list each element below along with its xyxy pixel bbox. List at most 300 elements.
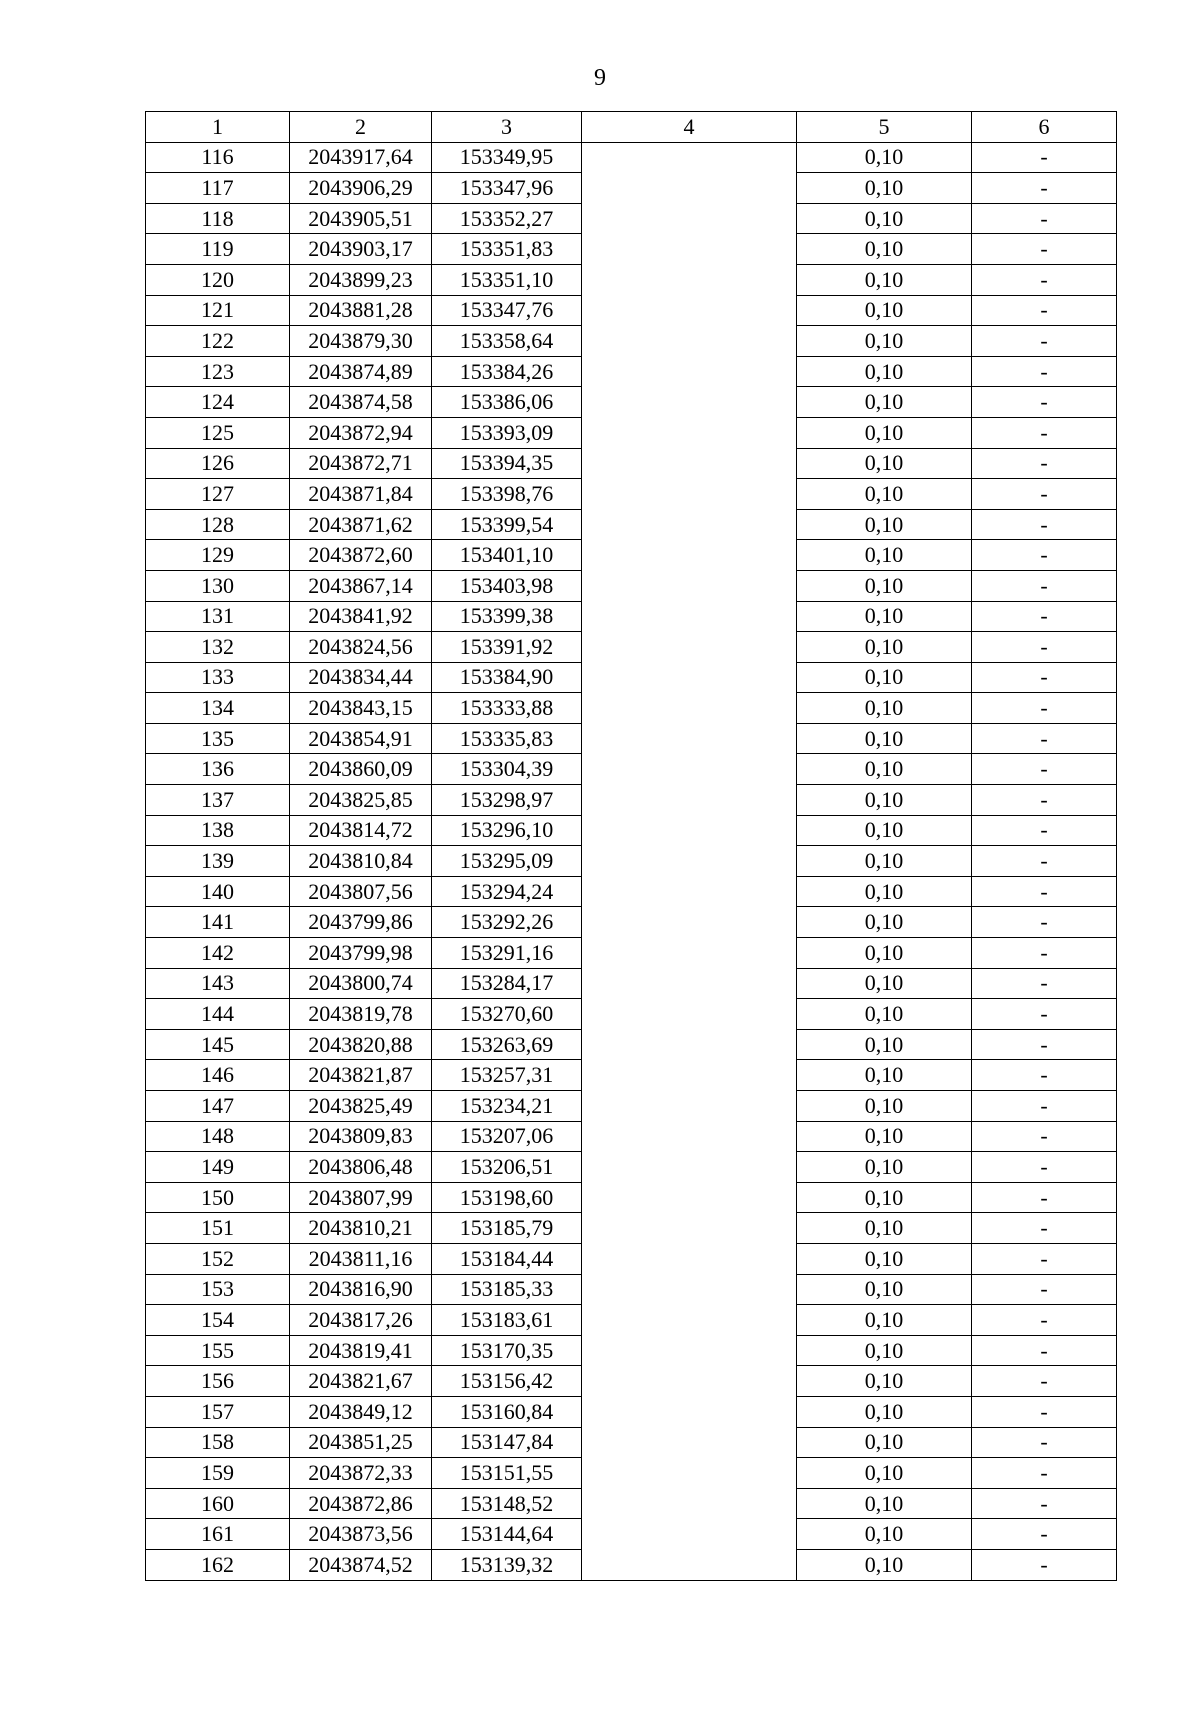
table-cell: 2043807,56 xyxy=(290,876,432,907)
table-cell: 153198,60 xyxy=(432,1182,582,1213)
table-cell: - xyxy=(972,1029,1117,1060)
table-cell: 0,10 xyxy=(797,1274,972,1305)
table-cell: - xyxy=(972,907,1117,938)
table-cell xyxy=(582,570,797,601)
table-cell: 153147,84 xyxy=(432,1427,582,1458)
table-body xyxy=(146,142,1117,1580)
table-cell: 0,10 xyxy=(797,1305,972,1336)
table-cell: 2043899,23 xyxy=(290,264,432,295)
table-row xyxy=(146,693,1117,724)
table-cell xyxy=(582,1213,797,1244)
table-cell: 2043817,26 xyxy=(290,1305,432,1336)
table-cell xyxy=(582,999,797,1030)
table-row xyxy=(146,1029,1117,1060)
table-cell: 0,10 xyxy=(797,234,972,265)
table-cell: - xyxy=(972,1427,1117,1458)
table-cell: 0,10 xyxy=(797,815,972,846)
table-cell: 146 xyxy=(146,1060,290,1091)
table-cell: - xyxy=(972,1396,1117,1427)
table-row xyxy=(146,1182,1117,1213)
table-cell: 143 xyxy=(146,968,290,999)
table-cell: 0,10 xyxy=(797,387,972,418)
table-cell: 2043821,87 xyxy=(290,1060,432,1091)
table-cell: 0,10 xyxy=(797,203,972,234)
table-cell: 2043819,41 xyxy=(290,1335,432,1366)
table-cell: 2043810,21 xyxy=(290,1213,432,1244)
table-row xyxy=(146,1091,1117,1122)
table-cell: 147 xyxy=(146,1091,290,1122)
table-cell: - xyxy=(972,540,1117,571)
table-cell: 126 xyxy=(146,448,290,479)
table-cell: - xyxy=(972,203,1117,234)
table-cell: 2043816,90 xyxy=(290,1274,432,1305)
table-cell xyxy=(582,356,797,387)
table-row xyxy=(146,999,1117,1030)
table-cell: 2043819,78 xyxy=(290,999,432,1030)
table-cell: 0,10 xyxy=(797,723,972,754)
table-cell: 0,10 xyxy=(797,1091,972,1122)
table-row xyxy=(146,1458,1117,1489)
table-cell: 153403,98 xyxy=(432,570,582,601)
table-cell: - xyxy=(972,876,1117,907)
table-cell: 153294,24 xyxy=(432,876,582,907)
table-cell: - xyxy=(972,387,1117,418)
table-row xyxy=(146,1213,1117,1244)
table-cell: 0,10 xyxy=(797,142,972,173)
table-cell: 153295,09 xyxy=(432,846,582,877)
table-cell xyxy=(582,1396,797,1427)
table-cell: - xyxy=(972,1549,1117,1580)
table-cell xyxy=(582,1274,797,1305)
table-cell xyxy=(582,723,797,754)
table-cell xyxy=(582,1152,797,1183)
table-cell: - xyxy=(972,570,1117,601)
table-cell: - xyxy=(972,1060,1117,1091)
table-cell: 0,10 xyxy=(797,662,972,693)
table-cell: 153292,26 xyxy=(432,907,582,938)
table-cell: - xyxy=(972,295,1117,326)
table-cell: 2043825,49 xyxy=(290,1091,432,1122)
table-cell: 145 xyxy=(146,1029,290,1060)
table-cell: 0,10 xyxy=(797,1335,972,1366)
table-cell: 0,10 xyxy=(797,326,972,357)
table-cell: 0,10 xyxy=(797,601,972,632)
table-cell xyxy=(582,815,797,846)
table-cell: 2043810,84 xyxy=(290,846,432,877)
table-cell: 131 xyxy=(146,601,290,632)
table-cell xyxy=(582,1121,797,1152)
table-cell: - xyxy=(972,356,1117,387)
table-cell: 0,10 xyxy=(797,1121,972,1152)
table-cell: 2043872,33 xyxy=(290,1458,432,1489)
table-cell: 2043824,56 xyxy=(290,632,432,663)
table-cell: 129 xyxy=(146,540,290,571)
table-cell: - xyxy=(972,693,1117,724)
table-cell: 2043806,48 xyxy=(290,1152,432,1183)
table-cell: 141 xyxy=(146,907,290,938)
table-cell xyxy=(582,968,797,999)
column-header: 6 xyxy=(972,112,1117,143)
table-cell xyxy=(582,754,797,785)
table-cell: 153333,88 xyxy=(432,693,582,724)
table-row xyxy=(146,1549,1117,1580)
table-cell: 2043860,09 xyxy=(290,754,432,785)
table-cell xyxy=(582,448,797,479)
table-cell xyxy=(582,1029,797,1060)
table-cell: 0,10 xyxy=(797,540,972,571)
table-cell: 0,10 xyxy=(797,570,972,601)
table-cell: 2043871,62 xyxy=(290,509,432,540)
table-row xyxy=(146,907,1117,938)
table-cell: 0,10 xyxy=(797,448,972,479)
table-cell xyxy=(582,1091,797,1122)
table-cell xyxy=(582,601,797,632)
table-cell: 153399,54 xyxy=(432,509,582,540)
table-cell xyxy=(582,295,797,326)
table-cell: 153185,79 xyxy=(432,1213,582,1244)
table-cell: 153391,92 xyxy=(432,632,582,663)
table-cell: 2043825,85 xyxy=(290,785,432,816)
column-header: 4 xyxy=(582,112,797,143)
table-cell: 148 xyxy=(146,1121,290,1152)
table-cell: 2043811,16 xyxy=(290,1243,432,1274)
table-cell: 0,10 xyxy=(797,1366,972,1397)
column-header: 1 xyxy=(146,112,290,143)
table-cell: - xyxy=(972,1182,1117,1213)
table-cell: 138 xyxy=(146,815,290,846)
table-cell xyxy=(582,142,797,173)
table-cell: 2043871,84 xyxy=(290,479,432,510)
table-cell: 0,10 xyxy=(797,907,972,938)
table-row xyxy=(146,203,1117,234)
table-cell xyxy=(582,1243,797,1274)
table-cell: 154 xyxy=(146,1305,290,1336)
table-row xyxy=(146,754,1117,785)
table-cell: 2043799,86 xyxy=(290,907,432,938)
table-cell: - xyxy=(972,662,1117,693)
table-cell: 153347,96 xyxy=(432,173,582,204)
column-header: 5 xyxy=(797,112,972,143)
table-cell: 0,10 xyxy=(797,754,972,785)
table-cell: 153352,27 xyxy=(432,203,582,234)
table-cell: 159 xyxy=(146,1458,290,1489)
table-cell: 153335,83 xyxy=(432,723,582,754)
table-cell: 140 xyxy=(146,876,290,907)
table-cell: 160 xyxy=(146,1488,290,1519)
table-cell: 2043872,60 xyxy=(290,540,432,571)
table-cell: 0,10 xyxy=(797,173,972,204)
table-cell: 153298,97 xyxy=(432,785,582,816)
table-cell: 153184,44 xyxy=(432,1243,582,1274)
table-cell: 153144,64 xyxy=(432,1519,582,1550)
table-cell: 0,10 xyxy=(797,1182,972,1213)
table-cell: 2043807,99 xyxy=(290,1182,432,1213)
table-cell xyxy=(582,203,797,234)
table-cell: 0,10 xyxy=(797,295,972,326)
table-cell: 153257,31 xyxy=(432,1060,582,1091)
table-cell xyxy=(582,1335,797,1366)
table-cell: 153151,55 xyxy=(432,1458,582,1489)
table-cell: 120 xyxy=(146,264,290,295)
table-cell: - xyxy=(972,142,1117,173)
table-cell xyxy=(582,662,797,693)
table-row xyxy=(146,387,1117,418)
table-cell: - xyxy=(972,1213,1117,1244)
table-cell: 153270,60 xyxy=(432,999,582,1030)
table-cell: 0,10 xyxy=(797,479,972,510)
table-cell: 2043843,15 xyxy=(290,693,432,724)
table-cell: 152 xyxy=(146,1243,290,1274)
table-cell: 153296,10 xyxy=(432,815,582,846)
table-row xyxy=(146,815,1117,846)
table-row xyxy=(146,509,1117,540)
table-cell: 2043903,17 xyxy=(290,234,432,265)
table-cell: 124 xyxy=(146,387,290,418)
table-cell: 128 xyxy=(146,509,290,540)
table-cell xyxy=(582,264,797,295)
table-cell: 153160,84 xyxy=(432,1396,582,1427)
table-row xyxy=(146,1427,1117,1458)
column-header: 2 xyxy=(290,112,432,143)
table-row xyxy=(146,1121,1117,1152)
table-cell: 0,10 xyxy=(797,846,972,877)
table-cell: 2043809,83 xyxy=(290,1121,432,1152)
table-cell: 2043834,44 xyxy=(290,662,432,693)
table-cell: - xyxy=(972,785,1117,816)
table-row xyxy=(146,876,1117,907)
table-row xyxy=(146,968,1117,999)
table-cell: 158 xyxy=(146,1427,290,1458)
table-cell: - xyxy=(972,264,1117,295)
table-cell: 153394,35 xyxy=(432,448,582,479)
table-cell: 2043874,89 xyxy=(290,356,432,387)
table-cell: 2043849,12 xyxy=(290,1396,432,1427)
column-header: 3 xyxy=(432,112,582,143)
table-cell: 149 xyxy=(146,1152,290,1183)
table-cell xyxy=(582,876,797,907)
table-row xyxy=(146,1305,1117,1336)
table-cell xyxy=(582,1458,797,1489)
table-row xyxy=(146,1366,1117,1397)
table-cell: 153386,06 xyxy=(432,387,582,418)
table-cell: 153291,16 xyxy=(432,938,582,969)
table-row xyxy=(146,417,1117,448)
table-cell xyxy=(582,907,797,938)
table-row xyxy=(146,601,1117,632)
table-row xyxy=(146,540,1117,571)
table-cell: - xyxy=(972,479,1117,510)
table-cell: 121 xyxy=(146,295,290,326)
table-cell xyxy=(582,234,797,265)
table-cell: 0,10 xyxy=(797,509,972,540)
table-cell: 0,10 xyxy=(797,1458,972,1489)
table-header-row xyxy=(146,112,1117,143)
table-row xyxy=(146,846,1117,877)
table-cell: 153263,69 xyxy=(432,1029,582,1060)
table-row xyxy=(146,173,1117,204)
table-row xyxy=(146,264,1117,295)
table-row xyxy=(146,1396,1117,1427)
table-row xyxy=(146,479,1117,510)
table-cell: 0,10 xyxy=(797,785,972,816)
table-cell: 2043854,91 xyxy=(290,723,432,754)
table-cell: - xyxy=(972,1488,1117,1519)
table-cell: 118 xyxy=(146,203,290,234)
table-cell xyxy=(582,509,797,540)
table-row xyxy=(146,295,1117,326)
table-cell: 0,10 xyxy=(797,417,972,448)
table-row xyxy=(146,785,1117,816)
table-cell: 136 xyxy=(146,754,290,785)
table-cell: 0,10 xyxy=(797,264,972,295)
table-row xyxy=(146,448,1117,479)
table-cell: 153 xyxy=(146,1274,290,1305)
table-row xyxy=(146,234,1117,265)
table-cell: 134 xyxy=(146,693,290,724)
table-cell: 0,10 xyxy=(797,693,972,724)
table-row xyxy=(146,1488,1117,1519)
table-cell: 116 xyxy=(146,142,290,173)
table-row xyxy=(146,1243,1117,1274)
table-cell: 2043867,14 xyxy=(290,570,432,601)
table-cell: 2043874,52 xyxy=(290,1549,432,1580)
table-cell: 153398,76 xyxy=(432,479,582,510)
table-cell: 156 xyxy=(146,1366,290,1397)
table-cell: 2043873,56 xyxy=(290,1519,432,1550)
table-cell: 132 xyxy=(146,632,290,663)
table-cell: 0,10 xyxy=(797,938,972,969)
table-cell: 153351,10 xyxy=(432,264,582,295)
table-row xyxy=(146,1274,1117,1305)
table-cell: - xyxy=(972,938,1117,969)
table-row xyxy=(146,326,1117,357)
table-cell: 0,10 xyxy=(797,1427,972,1458)
table-cell: 0,10 xyxy=(797,1152,972,1183)
table-cell xyxy=(582,1549,797,1580)
table-cell: - xyxy=(972,326,1117,357)
table-cell: - xyxy=(972,999,1117,1030)
table-cell xyxy=(582,693,797,724)
table-cell: 153170,35 xyxy=(432,1335,582,1366)
table-cell: - xyxy=(972,1366,1117,1397)
table-row xyxy=(146,723,1117,754)
table-cell: 130 xyxy=(146,570,290,601)
table-cell: - xyxy=(972,173,1117,204)
table-row xyxy=(146,1335,1117,1366)
table-cell: - xyxy=(972,601,1117,632)
table-cell: 2043905,51 xyxy=(290,203,432,234)
table-cell: 153284,17 xyxy=(432,968,582,999)
table-cell: 2043841,92 xyxy=(290,601,432,632)
table-cell xyxy=(582,1488,797,1519)
table-cell: 153139,32 xyxy=(432,1549,582,1580)
table-cell xyxy=(582,387,797,418)
table-cell: 155 xyxy=(146,1335,290,1366)
table-cell: - xyxy=(972,509,1117,540)
table-cell: - xyxy=(972,723,1117,754)
table-cell: 0,10 xyxy=(797,968,972,999)
table-cell: - xyxy=(972,1121,1117,1152)
table-row xyxy=(146,1519,1117,1550)
table-cell: - xyxy=(972,1458,1117,1489)
table-cell: 2043872,94 xyxy=(290,417,432,448)
table-cell xyxy=(582,1427,797,1458)
table-cell: 117 xyxy=(146,173,290,204)
table-cell: - xyxy=(972,1335,1117,1366)
table-cell: 153347,76 xyxy=(432,295,582,326)
table-cell: 123 xyxy=(146,356,290,387)
table-cell: - xyxy=(972,632,1117,663)
table-cell: - xyxy=(972,234,1117,265)
table-cell: 0,10 xyxy=(797,1060,972,1091)
table-cell: 153384,90 xyxy=(432,662,582,693)
table-cell: 153304,39 xyxy=(432,754,582,785)
table-cell: 153185,33 xyxy=(432,1274,582,1305)
table-row xyxy=(146,356,1117,387)
table-cell xyxy=(582,540,797,571)
table-cell: 2043917,64 xyxy=(290,142,432,173)
table-cell: 161 xyxy=(146,1519,290,1550)
table-row xyxy=(146,662,1117,693)
table-row xyxy=(146,632,1117,663)
table-cell: 153358,64 xyxy=(432,326,582,357)
table-cell: 153351,83 xyxy=(432,234,582,265)
page-number: 9 xyxy=(594,65,606,91)
table-cell: 153393,09 xyxy=(432,417,582,448)
table-cell: 153399,38 xyxy=(432,601,582,632)
table-cell: 139 xyxy=(146,846,290,877)
table-cell: 2043799,98 xyxy=(290,938,432,969)
table-cell: 153206,51 xyxy=(432,1152,582,1183)
table-row xyxy=(146,1060,1117,1091)
table-cell: 150 xyxy=(146,1182,290,1213)
table-cell: 2043872,86 xyxy=(290,1488,432,1519)
table-cell xyxy=(582,1305,797,1336)
table-cell: 135 xyxy=(146,723,290,754)
table-cell xyxy=(582,326,797,357)
table-cell: 153349,95 xyxy=(432,142,582,173)
table-cell: 153207,06 xyxy=(432,1121,582,1152)
table-cell: 0,10 xyxy=(797,876,972,907)
table-cell: 153148,52 xyxy=(432,1488,582,1519)
table-cell xyxy=(582,1366,797,1397)
table-cell: - xyxy=(972,1305,1117,1336)
table-cell: 0,10 xyxy=(797,1488,972,1519)
table-cell: 153156,42 xyxy=(432,1366,582,1397)
table-cell: 153183,61 xyxy=(432,1305,582,1336)
coordinates-table xyxy=(145,111,1117,1581)
table-cell: 0,10 xyxy=(797,1243,972,1274)
table-cell: 137 xyxy=(146,785,290,816)
table-row xyxy=(146,938,1117,969)
table-cell: 0,10 xyxy=(797,1029,972,1060)
table-cell: 153234,21 xyxy=(432,1091,582,1122)
table-cell: 162 xyxy=(146,1549,290,1580)
table-cell xyxy=(582,173,797,204)
table-cell xyxy=(582,1182,797,1213)
table-cell: - xyxy=(972,1152,1117,1183)
table-cell: 2043906,29 xyxy=(290,173,432,204)
table-cell: - xyxy=(972,815,1117,846)
table-cell: 153401,10 xyxy=(432,540,582,571)
table-cell xyxy=(582,1519,797,1550)
table-cell: 2043874,58 xyxy=(290,387,432,418)
table-cell: 2043821,67 xyxy=(290,1366,432,1397)
table-cell: 2043879,30 xyxy=(290,326,432,357)
table-cell: - xyxy=(972,1243,1117,1274)
table-cell: 153384,26 xyxy=(432,356,582,387)
table-cell: 2043800,74 xyxy=(290,968,432,999)
